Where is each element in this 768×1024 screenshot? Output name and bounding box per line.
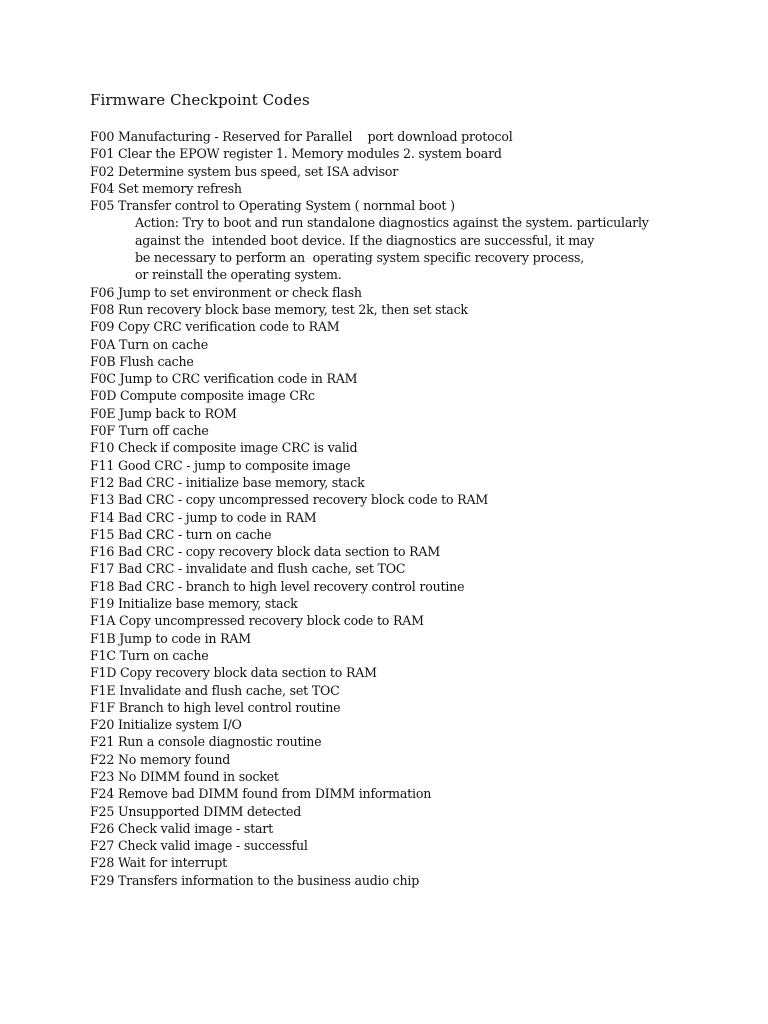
checkpoint-code-line: F13 Bad CRC - copy uncompressed recovery block code to RAM [90,492,489,508]
checkpoint-code-line: F1D Copy recovery block data section to RAM [90,665,377,681]
checkpoint-code-line: F17 Bad CRC - invalidate and flush cache, set TOC [90,561,406,577]
checkpoint-code-line: F08 Run recovery block base memory, test 2k, then set stack [90,301,468,317]
checkpoint-code-line: F04 Set memory refresh [90,180,242,196]
checkpoint-code-line: F1C Turn on cache [90,647,209,663]
checkpoint-code-line: F0F Turn off cache [90,423,209,439]
checkpoint-code-line: F1E Invalidate and flush cache, set TOC [90,682,340,698]
checkpoint-code-line: F15 Bad CRC - turn on cache [90,526,272,542]
checkpoint-code-line: F22 No memory found [90,751,231,767]
checkpoint-code-line: F06 Jump to set environment or check flash [90,284,362,300]
checkpoint-code-line: F24 Remove bad DIMM found from DIMM information [90,786,432,802]
checkpoint-code-line: F10 Check if composite image CRC is valid [90,440,358,456]
checkpoint-code-line: F14 Bad CRC - jump to code in RAM [90,509,317,525]
action-text-line: or reinstall the operating system. [135,267,342,283]
checkpoint-code-line: F0C Jump to CRC verification code in RAM [90,371,358,387]
checkpoint-code-line: F21 Run a console diagnostic routine [90,734,322,750]
action-text-line: be necessary to perform an operating system specific recovery process, [135,250,585,266]
checkpoint-code-line: F0D Compute composite image CRc [90,388,315,404]
checkpoint-code-line: F1F Branch to high level control routine [90,699,341,715]
checkpoint-code-line: F11 Good CRC - jump to composite image [90,457,351,473]
checkpoint-code-line: F05 Transfer control to Operating System ( nornmal boot ) [90,198,455,214]
action-text-line: against the intended boot device. If the diagnostics are successful, it may [135,232,595,248]
checkpoint-code-list [90,128,740,889]
checkpoint-code-line: F0E Jump back to ROM [90,405,237,421]
checkpoint-code-line: F02 Determine system bus speed, set ISA advisor [90,163,399,179]
checkpoint-code-line: F18 Bad CRC - branch to high level recovery control routine [90,578,465,594]
checkpoint-code-line: F01 Clear the EPOW register 1. Memory modules 2. system board [90,146,502,162]
page-title: Firmware Checkpoint Codes [90,91,310,109]
checkpoint-code-line: F28 Wait for interrupt [90,855,228,871]
checkpoint-code-line: F0B Flush cache [90,353,194,369]
checkpoint-code-line: F19 Initialize base memory, stack [90,596,298,612]
checkpoint-code-line: F09 Copy CRC verification code to RAM [90,319,340,335]
checkpoint-code-line: F12 Bad CRC - initialize base memory, stack [90,474,365,490]
action-text-line: Action: Try to boot and run standalone diagnostics against the system. particularly [135,215,649,231]
checkpoint-code-line: F20 Initialize system I/O [90,717,242,733]
checkpoint-code-line: F1A Copy uncompressed recovery block code to RAM [90,613,424,629]
checkpoint-code-line: F29 Transfers information to the business audio chip [90,872,420,888]
checkpoint-code-line: F25 Unsupported DIMM detected [90,803,302,819]
checkpoint-code-line: F23 No DIMM found in socket [90,768,279,784]
checkpoint-code-line: F1B Jump to code in RAM [90,630,251,646]
checkpoint-code-line: F26 Check valid image - start [90,820,273,836]
checkpoint-code-line: F0A Turn on cache [90,336,208,352]
checkpoint-code-line: F00 Manufacturing - Reserved for Parallel port download protocol [90,129,513,144]
checkpoint-code-line: F16 Bad CRC - copy recovery block data section to RAM [90,544,441,560]
checkpoint-code-line: F27 Check valid image - successful [90,838,308,854]
